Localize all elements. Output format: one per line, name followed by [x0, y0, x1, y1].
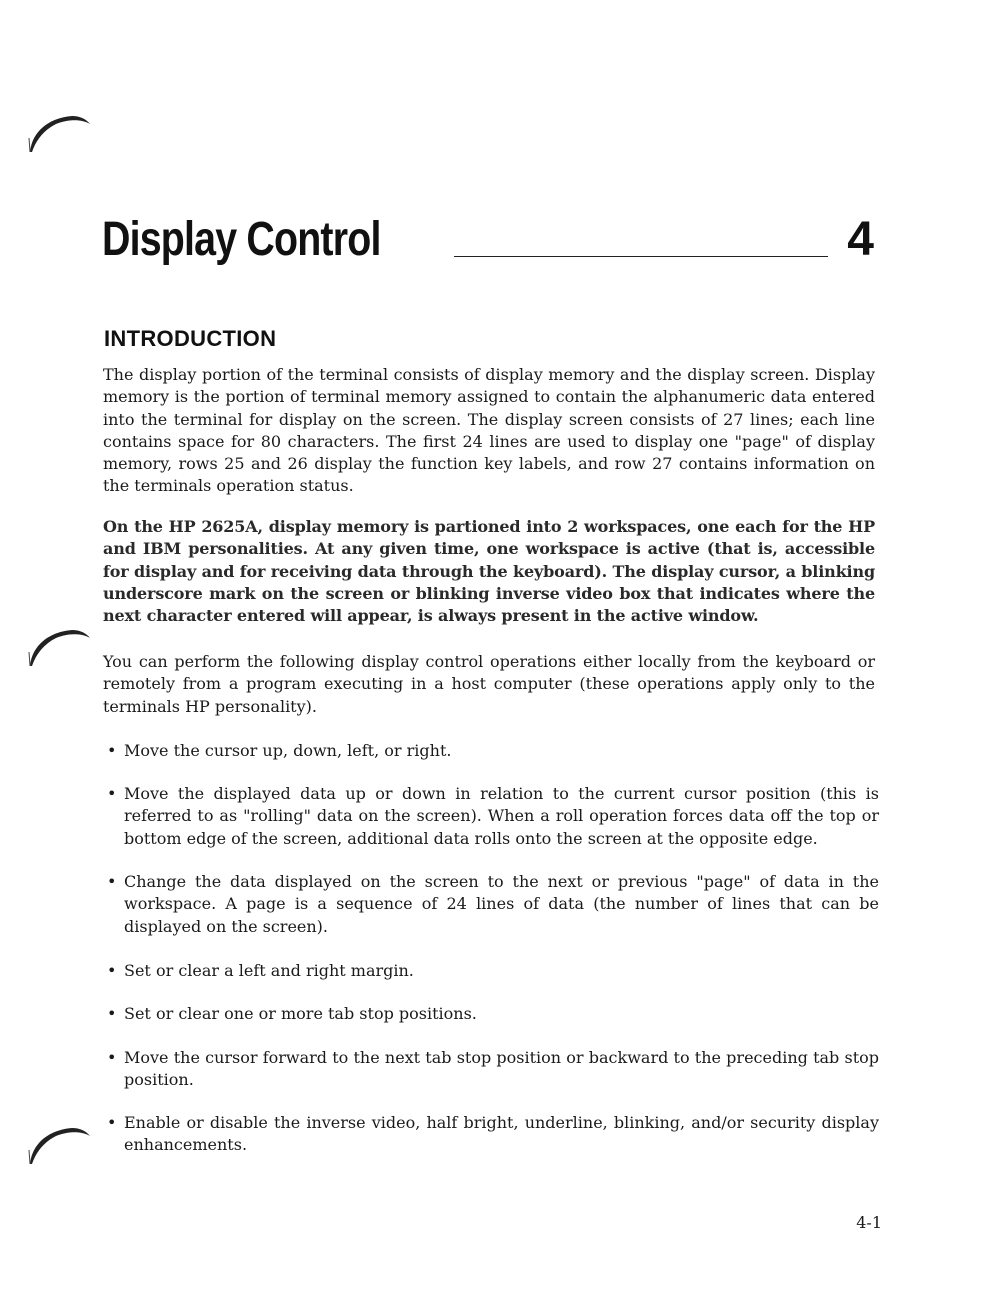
list-item [103, 871, 879, 938]
list-item-text: Set or clear a left and right margin. [124, 961, 414, 980]
punch-hole-mark-bottom [26, 1118, 96, 1168]
list-item [103, 1047, 879, 1092]
bullet-icon: • [107, 961, 117, 980]
list-item [103, 740, 879, 762]
list-item-text: Move the cursor forward to the next tab stop position or backward to the preceding tab stop position. [124, 1048, 879, 1090]
bullet-icon: • [107, 784, 117, 803]
list-item-text: Set or clear one or more tab stop positions. [124, 1004, 477, 1023]
list-item [103, 783, 879, 850]
section-heading: INTRODUCTION [104, 326, 277, 351]
list-item [103, 960, 879, 982]
intro-paragraph-3: You can perform the following display control operations either locally from the keyboard or remotely from a program executing in a host computer (these operations apply only to the terminals HP personality). [103, 652, 875, 716]
list-item-text: Enable or disable the inverse video, half bright, underline, blinking, and/or security display enhancements. [124, 1113, 879, 1155]
bullet-icon: • [107, 741, 117, 760]
bullet-icon: • [107, 872, 117, 891]
list-item-text: Move the cursor up, down, left, or right. [124, 741, 452, 760]
page-number: 4-1 [856, 1213, 882, 1232]
chapter-header [102, 212, 878, 268]
chapter-title-rule [454, 256, 828, 257]
bullet-icon: • [107, 1004, 117, 1023]
intro-paragraph-1: The display portion of the terminal consists of display memory and the display screen. Display memory is the portion of terminal memory assigned to contain the alphanumeric data entered into the terminal for display on the screen. The display screen consists of 27 lines; each line contains space for 80 characters. The first 24 lines are used to display one "page" of display memory, rows 25 and 26 display the function key labels, and row 27 contains information on the terminals operation status. [103, 365, 875, 496]
punch-hole-mark-middle [26, 620, 96, 670]
chapter-title: Display Control [102, 213, 381, 266]
list-item-text: Move the displayed data up or down in relation to the current cursor position (this is referred to as "rolling" data on the screen). When a roll operation forces data off the top or bottom edge of the screen, additional data rolls onto the screen at the opposite edge. [124, 784, 879, 848]
intro-paragraph-2: On the HP 2625A, display memory is partioned into 2 workspaces, one each for the HP and IBM personalities. At any given time, one workspace is active (that is, accessible for display and for receiving data through the keyboard). The display cursor, a blinking underscore mark on the screen or blinking inverse video box that indicates where the next character entered will appear, is always present in the active window. [103, 517, 875, 626]
list-item [103, 1112, 879, 1157]
chapter-number: 4 [847, 213, 874, 266]
bullet-icon: • [107, 1048, 117, 1067]
bullet-icon: • [107, 1113, 117, 1132]
punch-hole-mark-top [26, 106, 96, 156]
list-item-text: Change the data displayed on the screen to the next or previous "page" of data in the workspace. A page is a sequence of 24 lines of data (the number of lines that can be displayed on the screen). [124, 872, 879, 936]
list-item [103, 1003, 879, 1025]
